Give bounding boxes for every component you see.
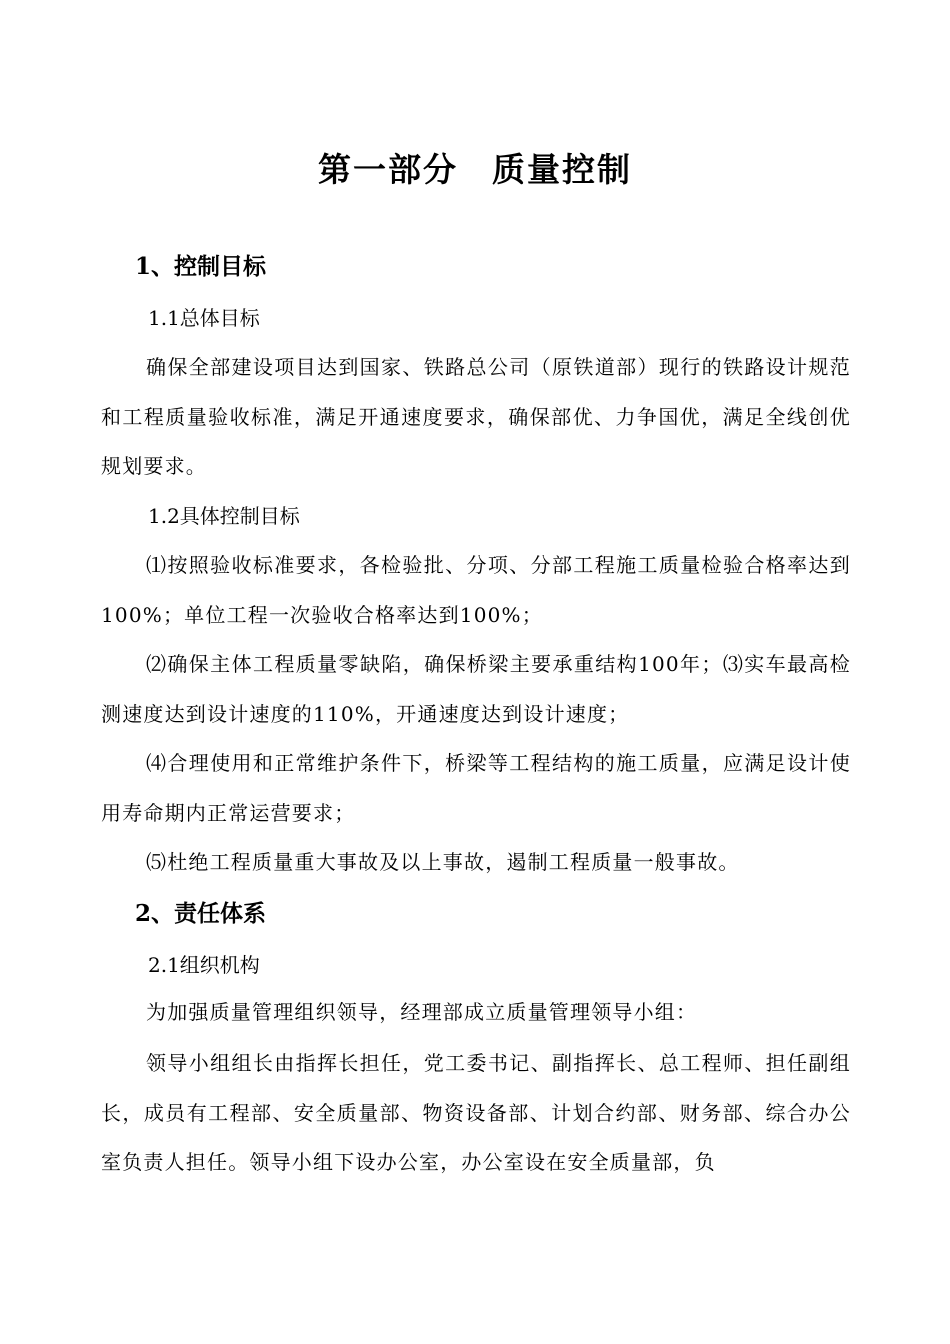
title-part-number: 第一部分 — [318, 150, 458, 189]
subsection-heading-1-2: 1.2具体控制目标 — [148, 504, 300, 528]
paragraph-org-intro: 为加强质量管理组织领导，经理部成立质量管理领导小组： — [146, 1000, 698, 1024]
paragraph-overall-target: 确保全部建设项目达到国家、铁路总公司（原铁道部）现行的铁路设计规范和工程质量验收标准，满足开通速度要求，确保部优、力争国优，满足全线创优规划要求。 — [101, 355, 851, 478]
paragraph-target-1: ⑴按照验收标准要求，各检验批、分项、分部工程施工质量检验合格率达到100%；单位工程一次验收合格率达到100%； — [101, 553, 851, 627]
subsection-heading-2-1: 2.1组织机构 — [148, 953, 260, 977]
document-title — [0, 145, 950, 195]
section-heading-1: 1、控制目标 — [135, 253, 267, 280]
paragraph-target-2-3: ⑵确保主体工程质量零缺陷，确保桥梁主要承重结构100年；⑶实车最高检测速度达到设计速度的110%，开通速度达到设计速度； — [101, 652, 851, 726]
subsection-heading-1-1: 1.1总体目标 — [148, 306, 260, 330]
section-heading-2: 2、责任体系 — [135, 900, 267, 927]
paragraph-target-5: ⑸杜绝工程质量重大事故及以上事故，遏制工程质量一般事故。 — [146, 850, 740, 874]
paragraph-org-members: 领导小组组长由指挥长担任，党工委书记、副指挥长、总工程师、担任副组长，成员有工程部、安全质量部、物资设备部、计划合约部、财务部、综合办公室负责人担任。领导小组下设办公室，办公室设在安全质量部，负 — [101, 1051, 851, 1174]
paragraph-target-4: ⑷合理使用和正常维护条件下，桥梁等工程结构的施工质量，应满足设计使用寿命期内正常运营要求； — [101, 751, 851, 825]
title-part-name: 质量控制 — [492, 150, 632, 189]
